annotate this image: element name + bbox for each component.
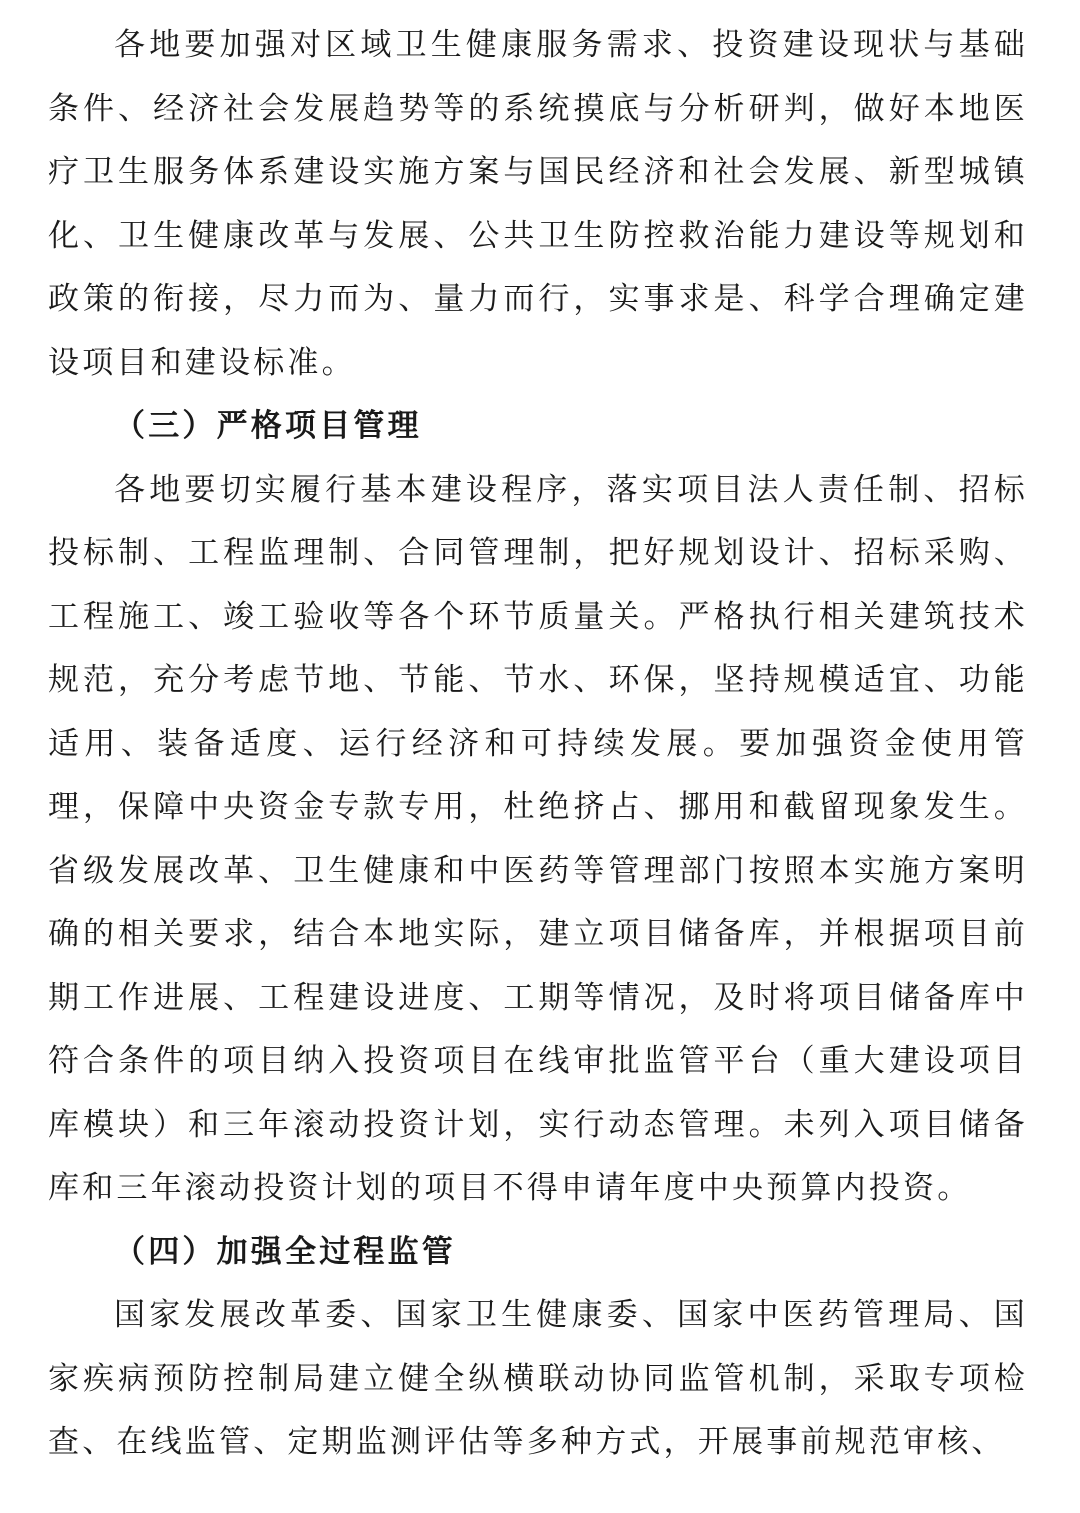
section-heading-strict-project-management: （三）严格项目管理 bbox=[114, 408, 422, 444]
section-heading-whole-process-supervision: （四）加强全过程监管 bbox=[114, 1233, 456, 1270]
paragraph-planning-alignment: 各地要加强对区域卫生健康服务需求、投资建设现状与基础条件、经济社会发展趋势等的系统摸底与分析研判，做好本地医疗卫生服务体系建设实施方案与国民经济和社会发展、新型城镇化、卫生健康改革与发展、公共卫生防控救治能力建设等规划和政策的衔接，尽力而为、量力而行，实事求是、科学合理确定建设项目和建设标准。 bbox=[48, 27, 1028, 381]
paragraph-project-management: 各地要切实履行基本建设程序，落实项目法人责任制、招标投标制、工程监理制、合同管理制，把好规划设计、招标采购、工程施工、竣工验收等各个环节质量关。严格执行相关建筑技术规范，充分考虑节地、节能、节水、环保，坚持规模适宜、功能适用、装备适度、运行经济和可持续发展。要加强资金使用管理，保障中央资金专款专用，杜绝挤占、挪用和截留现象发生。省级发展改革、卫生健康和中医药等管理部门按照本实施方案明确的相关要求，结合本地实际，建立项目储备库，并根据项目前期工作进展、工程建设进度、工期等情况，及时将项目储备库中符合条件的项目纳入投资项目在线审批监管平台（重大建设项目库模块）和三年滚动投资计划，实行动态管理。未列入项目储备库和三年滚动投资计划的项目不得申请年度中央预算内投资。 bbox=[48, 471, 1028, 1206]
paragraph-supervision: 国家发展改革委、国家卫生健康委、国家中医药管理局、国家疾病预防控制局建立健全纵横联动协同监管机制，采取专项检查、在线监管、定期监测评估等多种方式，开展事前规范审核、 bbox=[48, 1297, 1028, 1460]
document-page bbox=[48, 14, 1028, 1475]
